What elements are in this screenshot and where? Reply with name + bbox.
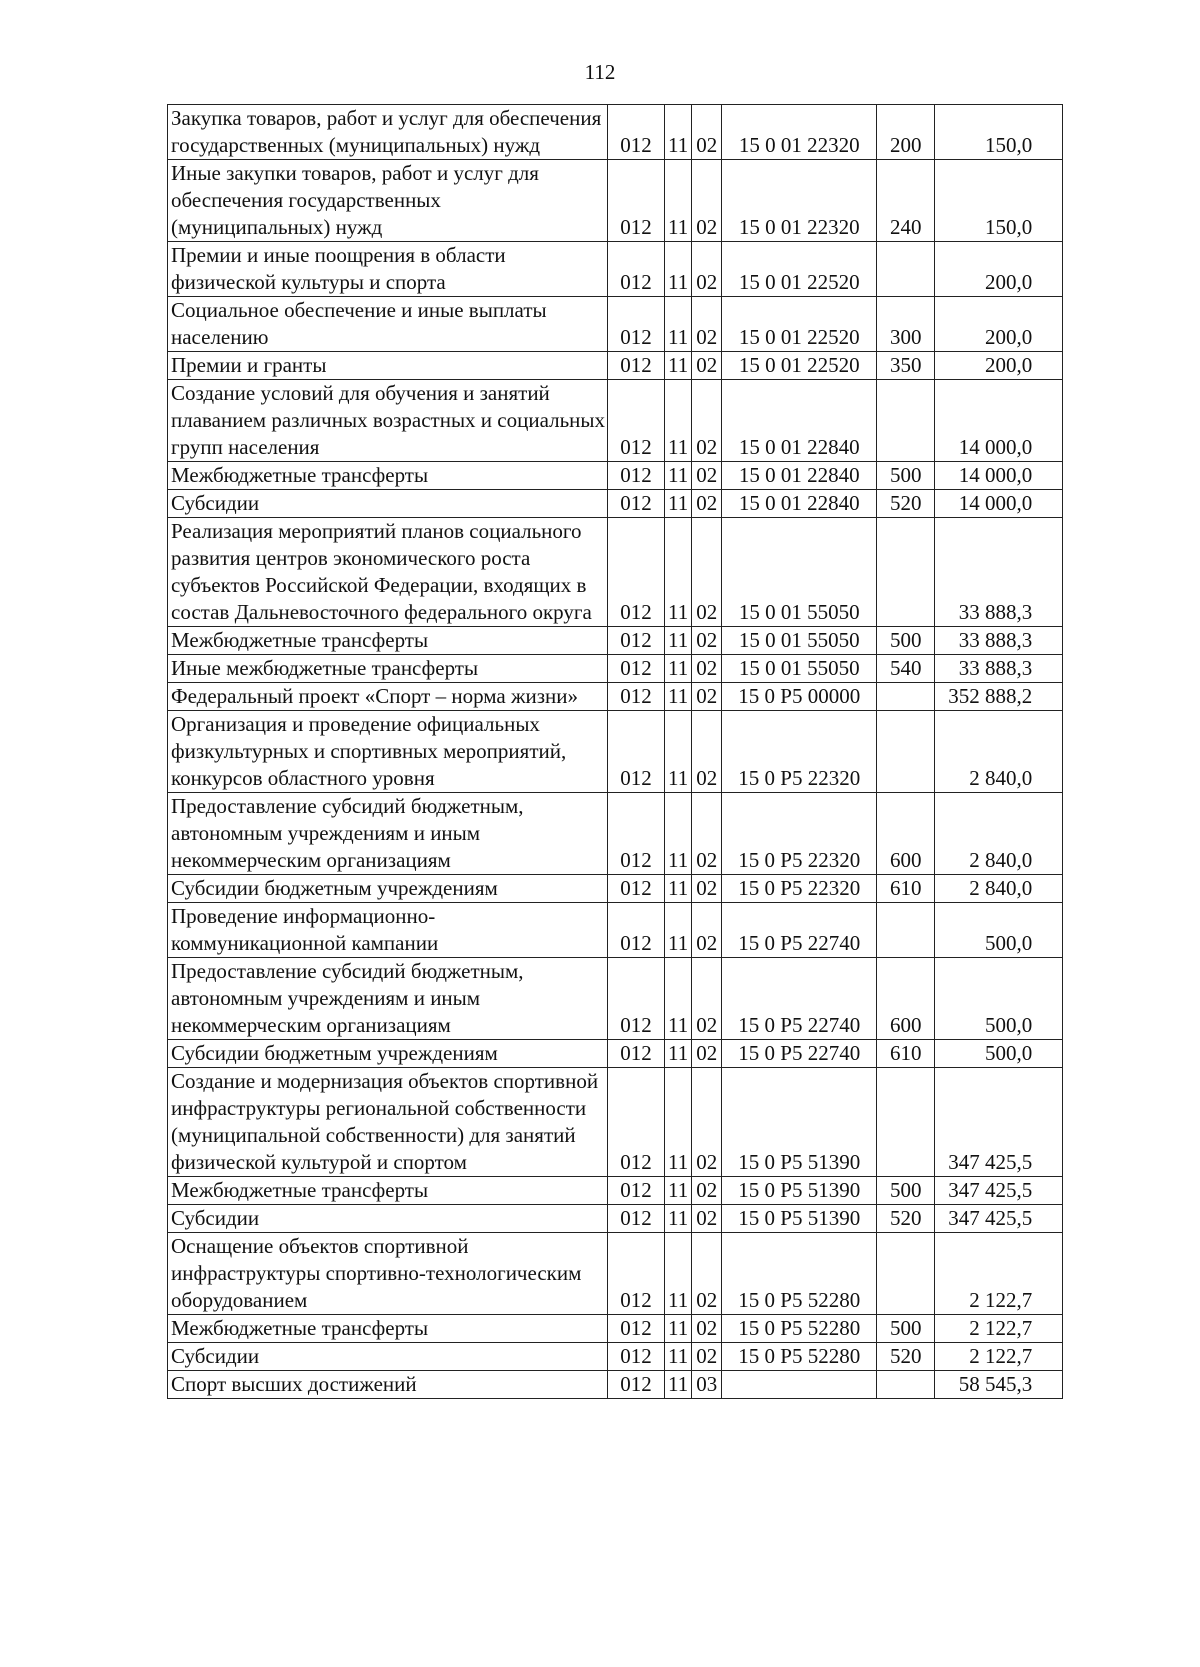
amount-cell: 150,0 bbox=[935, 105, 1063, 160]
ministry-code-cell: 012 bbox=[608, 1233, 665, 1315]
table-row bbox=[168, 490, 1063, 518]
item-name-cell: Субсидии bbox=[168, 490, 608, 518]
expense-type-cell: 500 bbox=[877, 462, 935, 490]
subsection-cell: 02 bbox=[692, 1205, 722, 1233]
amount-cell: 2 122,7 bbox=[935, 1343, 1063, 1371]
ministry-code-cell: 012 bbox=[608, 462, 665, 490]
subsection-cell: 02 bbox=[692, 242, 722, 297]
ministry-code-cell: 012 bbox=[608, 1371, 665, 1399]
section-cell: 11 bbox=[665, 490, 692, 518]
target-article-cell: 15 0 01 22520 bbox=[722, 352, 877, 380]
target-article-cell: 15 0 01 22520 bbox=[722, 242, 877, 297]
amount-cell: 58 545,3 bbox=[935, 1371, 1063, 1399]
subsection-cell: 02 bbox=[692, 105, 722, 160]
section-cell: 11 bbox=[665, 1040, 692, 1068]
item-name-cell: Закупка товаров, работ и услуг для обеспечения государственных (муниципальных) нужд bbox=[168, 105, 608, 160]
target-article-cell: 15 0 P5 22740 bbox=[722, 958, 877, 1040]
item-name-cell: Реализация мероприятий планов социального развития центров экономического роста субъектов Российской Федерации, входящих в состав Дальневосточного федерального округа bbox=[168, 518, 608, 627]
subsection-cell: 02 bbox=[692, 1233, 722, 1315]
item-name-cell: Субсидии бюджетным учреждениям bbox=[168, 875, 608, 903]
subsection-cell: 02 bbox=[692, 1068, 722, 1177]
table-row bbox=[168, 105, 1063, 160]
amount-cell: 33 888,3 bbox=[935, 627, 1063, 655]
subsection-cell: 02 bbox=[692, 627, 722, 655]
ministry-code-cell: 012 bbox=[608, 490, 665, 518]
ministry-code-cell: 012 bbox=[608, 875, 665, 903]
section-cell: 11 bbox=[665, 903, 692, 958]
section-cell: 11 bbox=[665, 160, 692, 242]
subsection-cell: 02 bbox=[692, 793, 722, 875]
amount-cell: 14 000,0 bbox=[935, 380, 1063, 462]
ministry-code-cell: 012 bbox=[608, 380, 665, 462]
expense-type-cell bbox=[877, 683, 935, 711]
amount-cell: 500,0 bbox=[935, 1040, 1063, 1068]
ministry-code-cell: 012 bbox=[608, 242, 665, 297]
table-row bbox=[168, 683, 1063, 711]
amount-cell: 347 425,5 bbox=[935, 1068, 1063, 1177]
ministry-code-cell: 012 bbox=[608, 297, 665, 352]
table-row bbox=[168, 958, 1063, 1040]
expense-type-cell: 240 bbox=[877, 160, 935, 242]
subsection-cell: 02 bbox=[692, 1315, 722, 1343]
amount-cell: 14 000,0 bbox=[935, 490, 1063, 518]
section-cell: 11 bbox=[665, 380, 692, 462]
table-row bbox=[168, 297, 1063, 352]
subsection-cell: 02 bbox=[692, 518, 722, 627]
target-article-cell: 15 0 P5 51390 bbox=[722, 1068, 877, 1177]
target-article-cell: 15 0 01 22320 bbox=[722, 105, 877, 160]
section-cell: 11 bbox=[665, 655, 692, 683]
ministry-code-cell: 012 bbox=[608, 903, 665, 958]
target-article-cell: 15 0 01 22840 bbox=[722, 462, 877, 490]
item-name-cell: Предоставление субсидий бюджетным, автономным учреждениям и иным некоммерческим организациям bbox=[168, 793, 608, 875]
expense-type-cell: 600 bbox=[877, 958, 935, 1040]
subsection-cell: 02 bbox=[692, 160, 722, 242]
budget-table bbox=[167, 104, 1063, 1399]
amount-cell: 14 000,0 bbox=[935, 462, 1063, 490]
ministry-code-cell: 012 bbox=[608, 711, 665, 793]
target-article-cell: 15 0 P5 22740 bbox=[722, 1040, 877, 1068]
expense-type-cell: 500 bbox=[877, 627, 935, 655]
table-row bbox=[168, 793, 1063, 875]
expense-type-cell bbox=[877, 518, 935, 627]
expense-type-cell: 610 bbox=[877, 1040, 935, 1068]
target-article-cell: 15 0 01 55050 bbox=[722, 655, 877, 683]
ministry-code-cell: 012 bbox=[608, 683, 665, 711]
subsection-cell: 02 bbox=[692, 352, 722, 380]
amount-cell: 200,0 bbox=[935, 352, 1063, 380]
subsection-cell: 02 bbox=[692, 655, 722, 683]
ministry-code-cell: 012 bbox=[608, 655, 665, 683]
item-name-cell: Межбюджетные трансферты bbox=[168, 627, 608, 655]
expense-type-cell bbox=[877, 903, 935, 958]
expense-type-cell: 500 bbox=[877, 1177, 935, 1205]
section-cell: 11 bbox=[665, 1343, 692, 1371]
item-name-cell: Межбюджетные трансферты bbox=[168, 1315, 608, 1343]
target-article-cell bbox=[722, 1371, 877, 1399]
target-article-cell: 15 0 01 55050 bbox=[722, 627, 877, 655]
amount-cell: 33 888,3 bbox=[935, 655, 1063, 683]
item-name-cell: Организация и проведение официальных физкультурных и спортивных мероприятий, конкурсов областного уровня bbox=[168, 711, 608, 793]
item-name-cell: Иные закупки товаров, работ и услуг для обеспечения государственных (муниципальных) нужд bbox=[168, 160, 608, 242]
item-name-cell: Оснащение объектов спортивной инфраструктуры спортивно-технологическим оборудованием bbox=[168, 1233, 608, 1315]
subsection-cell: 02 bbox=[692, 1343, 722, 1371]
subsection-cell: 02 bbox=[692, 683, 722, 711]
amount-cell: 2 840,0 bbox=[935, 875, 1063, 903]
subsection-cell: 02 bbox=[692, 875, 722, 903]
target-article-cell: 15 0 P5 52280 bbox=[722, 1343, 877, 1371]
section-cell: 11 bbox=[665, 462, 692, 490]
target-article-cell: 15 0 P5 52280 bbox=[722, 1233, 877, 1315]
amount-cell: 2 840,0 bbox=[935, 711, 1063, 793]
expense-type-cell: 520 bbox=[877, 1343, 935, 1371]
ministry-code-cell: 012 bbox=[608, 352, 665, 380]
amount-cell: 347 425,5 bbox=[935, 1205, 1063, 1233]
section-cell: 11 bbox=[665, 105, 692, 160]
target-article-cell: 15 0 01 22520 bbox=[722, 297, 877, 352]
target-article-cell: 15 0 P5 22320 bbox=[722, 711, 877, 793]
item-name-cell: Иные межбюджетные трансферты bbox=[168, 655, 608, 683]
section-cell: 11 bbox=[665, 297, 692, 352]
section-cell: 11 bbox=[665, 352, 692, 380]
target-article-cell: 15 0 01 22320 bbox=[722, 160, 877, 242]
table-row bbox=[168, 875, 1063, 903]
expense-type-cell bbox=[877, 380, 935, 462]
section-cell: 11 bbox=[665, 1315, 692, 1343]
table-row bbox=[168, 1040, 1063, 1068]
expense-type-cell: 500 bbox=[877, 1315, 935, 1343]
table-body bbox=[168, 105, 1063, 1399]
table-row bbox=[168, 1177, 1063, 1205]
ministry-code-cell: 012 bbox=[608, 1205, 665, 1233]
section-cell: 11 bbox=[665, 958, 692, 1040]
ministry-code-cell: 012 bbox=[608, 1068, 665, 1177]
item-name-cell: Спорт высших достижений bbox=[168, 1371, 608, 1399]
section-cell: 11 bbox=[665, 518, 692, 627]
section-cell: 11 bbox=[665, 1205, 692, 1233]
expense-type-cell bbox=[877, 1068, 935, 1177]
amount-cell: 2 840,0 bbox=[935, 793, 1063, 875]
amount-cell: 352 888,2 bbox=[935, 683, 1063, 711]
target-article-cell: 15 0 P5 00000 bbox=[722, 683, 877, 711]
table-row bbox=[168, 352, 1063, 380]
ministry-code-cell: 012 bbox=[608, 160, 665, 242]
expense-type-cell: 300 bbox=[877, 297, 935, 352]
table-row bbox=[168, 1343, 1063, 1371]
table-row bbox=[168, 627, 1063, 655]
table-row bbox=[168, 518, 1063, 627]
section-cell: 11 bbox=[665, 793, 692, 875]
ministry-code-cell: 012 bbox=[608, 105, 665, 160]
expense-type-cell: 600 bbox=[877, 793, 935, 875]
item-name-cell: Проведение информационно-коммуникационной кампании bbox=[168, 903, 608, 958]
table-row bbox=[168, 1205, 1063, 1233]
expense-type-cell: 520 bbox=[877, 1205, 935, 1233]
section-cell: 11 bbox=[665, 242, 692, 297]
subsection-cell: 02 bbox=[692, 1177, 722, 1205]
section-cell: 11 bbox=[665, 875, 692, 903]
item-name-cell: Создание условий для обучения и занятий плаванием различных возрастных и социальных групп населения bbox=[168, 380, 608, 462]
expense-type-cell bbox=[877, 242, 935, 297]
section-cell: 11 bbox=[665, 1068, 692, 1177]
item-name-cell: Межбюджетные трансферты bbox=[168, 462, 608, 490]
ministry-code-cell: 012 bbox=[608, 1040, 665, 1068]
item-name-cell: Федеральный проект «Спорт – норма жизни» bbox=[168, 683, 608, 711]
ministry-code-cell: 012 bbox=[608, 1177, 665, 1205]
expense-type-cell: 200 bbox=[877, 105, 935, 160]
target-article-cell: 15 0 P5 22740 bbox=[722, 903, 877, 958]
amount-cell: 500,0 bbox=[935, 958, 1063, 1040]
item-name-cell: Межбюджетные трансферты bbox=[168, 1177, 608, 1205]
subsection-cell: 02 bbox=[692, 462, 722, 490]
amount-cell: 200,0 bbox=[935, 242, 1063, 297]
section-cell: 11 bbox=[665, 627, 692, 655]
section-cell: 11 bbox=[665, 683, 692, 711]
table-row bbox=[168, 903, 1063, 958]
item-name-cell: Субсидии bbox=[168, 1205, 608, 1233]
subsection-cell: 02 bbox=[692, 958, 722, 1040]
target-article-cell: 15 0 01 22840 bbox=[722, 490, 877, 518]
table-row bbox=[168, 1315, 1063, 1343]
target-article-cell: 15 0 P5 52280 bbox=[722, 1315, 877, 1343]
section-cell: 11 bbox=[665, 1177, 692, 1205]
table-row bbox=[168, 242, 1063, 297]
table-row bbox=[168, 1371, 1063, 1399]
target-article-cell: 15 0 P5 22320 bbox=[722, 875, 877, 903]
page-number: 112 bbox=[584, 60, 616, 84]
target-article-cell: 15 0 01 22840 bbox=[722, 380, 877, 462]
amount-cell: 200,0 bbox=[935, 297, 1063, 352]
expense-type-cell bbox=[877, 1371, 935, 1399]
amount-cell: 347 425,5 bbox=[935, 1177, 1063, 1205]
amount-cell: 33 888,3 bbox=[935, 518, 1063, 627]
amount-cell: 2 122,7 bbox=[935, 1315, 1063, 1343]
item-name-cell: Премии и гранты bbox=[168, 352, 608, 380]
ministry-code-cell: 012 bbox=[608, 1343, 665, 1371]
item-name-cell: Предоставление субсидий бюджетным, автономным учреждениям и иным некоммерческим организациям bbox=[168, 958, 608, 1040]
section-cell: 11 bbox=[665, 1233, 692, 1315]
item-name-cell: Социальное обеспечение и иные выплаты населению bbox=[168, 297, 608, 352]
table-row bbox=[168, 380, 1063, 462]
target-article-cell: 15 0 P5 22320 bbox=[722, 793, 877, 875]
ministry-code-cell: 012 bbox=[608, 518, 665, 627]
target-article-cell: 15 0 P5 51390 bbox=[722, 1177, 877, 1205]
table-row bbox=[168, 655, 1063, 683]
section-cell: 11 bbox=[665, 1371, 692, 1399]
expense-type-cell: 540 bbox=[877, 655, 935, 683]
table-row bbox=[168, 462, 1063, 490]
expense-type-cell: 520 bbox=[877, 490, 935, 518]
amount-cell: 2 122,7 bbox=[935, 1233, 1063, 1315]
target-article-cell: 15 0 P5 51390 bbox=[722, 1205, 877, 1233]
ministry-code-cell: 012 bbox=[608, 958, 665, 1040]
expense-type-cell bbox=[877, 711, 935, 793]
subsection-cell: 02 bbox=[692, 711, 722, 793]
amount-cell: 150,0 bbox=[935, 160, 1063, 242]
ministry-code-cell: 012 bbox=[608, 1315, 665, 1343]
subsection-cell: 02 bbox=[692, 490, 722, 518]
subsection-cell: 02 bbox=[692, 1040, 722, 1068]
table-row bbox=[168, 1068, 1063, 1177]
table-row bbox=[168, 711, 1063, 793]
item-name-cell: Создание и модернизация объектов спортивной инфраструктуры региональной собственности (муниципальной собственности) для занятий физической культурой и спортом bbox=[168, 1068, 608, 1177]
item-name-cell: Субсидии bbox=[168, 1343, 608, 1371]
subsection-cell: 02 bbox=[692, 297, 722, 352]
expense-type-cell bbox=[877, 1233, 935, 1315]
table-row bbox=[168, 1233, 1063, 1315]
target-article-cell: 15 0 01 55050 bbox=[722, 518, 877, 627]
subsection-cell: 02 bbox=[692, 380, 722, 462]
amount-cell: 500,0 bbox=[935, 903, 1063, 958]
ministry-code-cell: 012 bbox=[608, 793, 665, 875]
table-row bbox=[168, 160, 1063, 242]
expense-type-cell: 350 bbox=[877, 352, 935, 380]
section-cell: 11 bbox=[665, 711, 692, 793]
item-name-cell: Субсидии бюджетным учреждениям bbox=[168, 1040, 608, 1068]
item-name-cell: Премии и иные поощрения в области физической культуры и спорта bbox=[168, 242, 608, 297]
subsection-cell: 02 bbox=[692, 903, 722, 958]
ministry-code-cell: 012 bbox=[608, 627, 665, 655]
subsection-cell: 03 bbox=[692, 1371, 722, 1399]
expense-type-cell: 610 bbox=[877, 875, 935, 903]
